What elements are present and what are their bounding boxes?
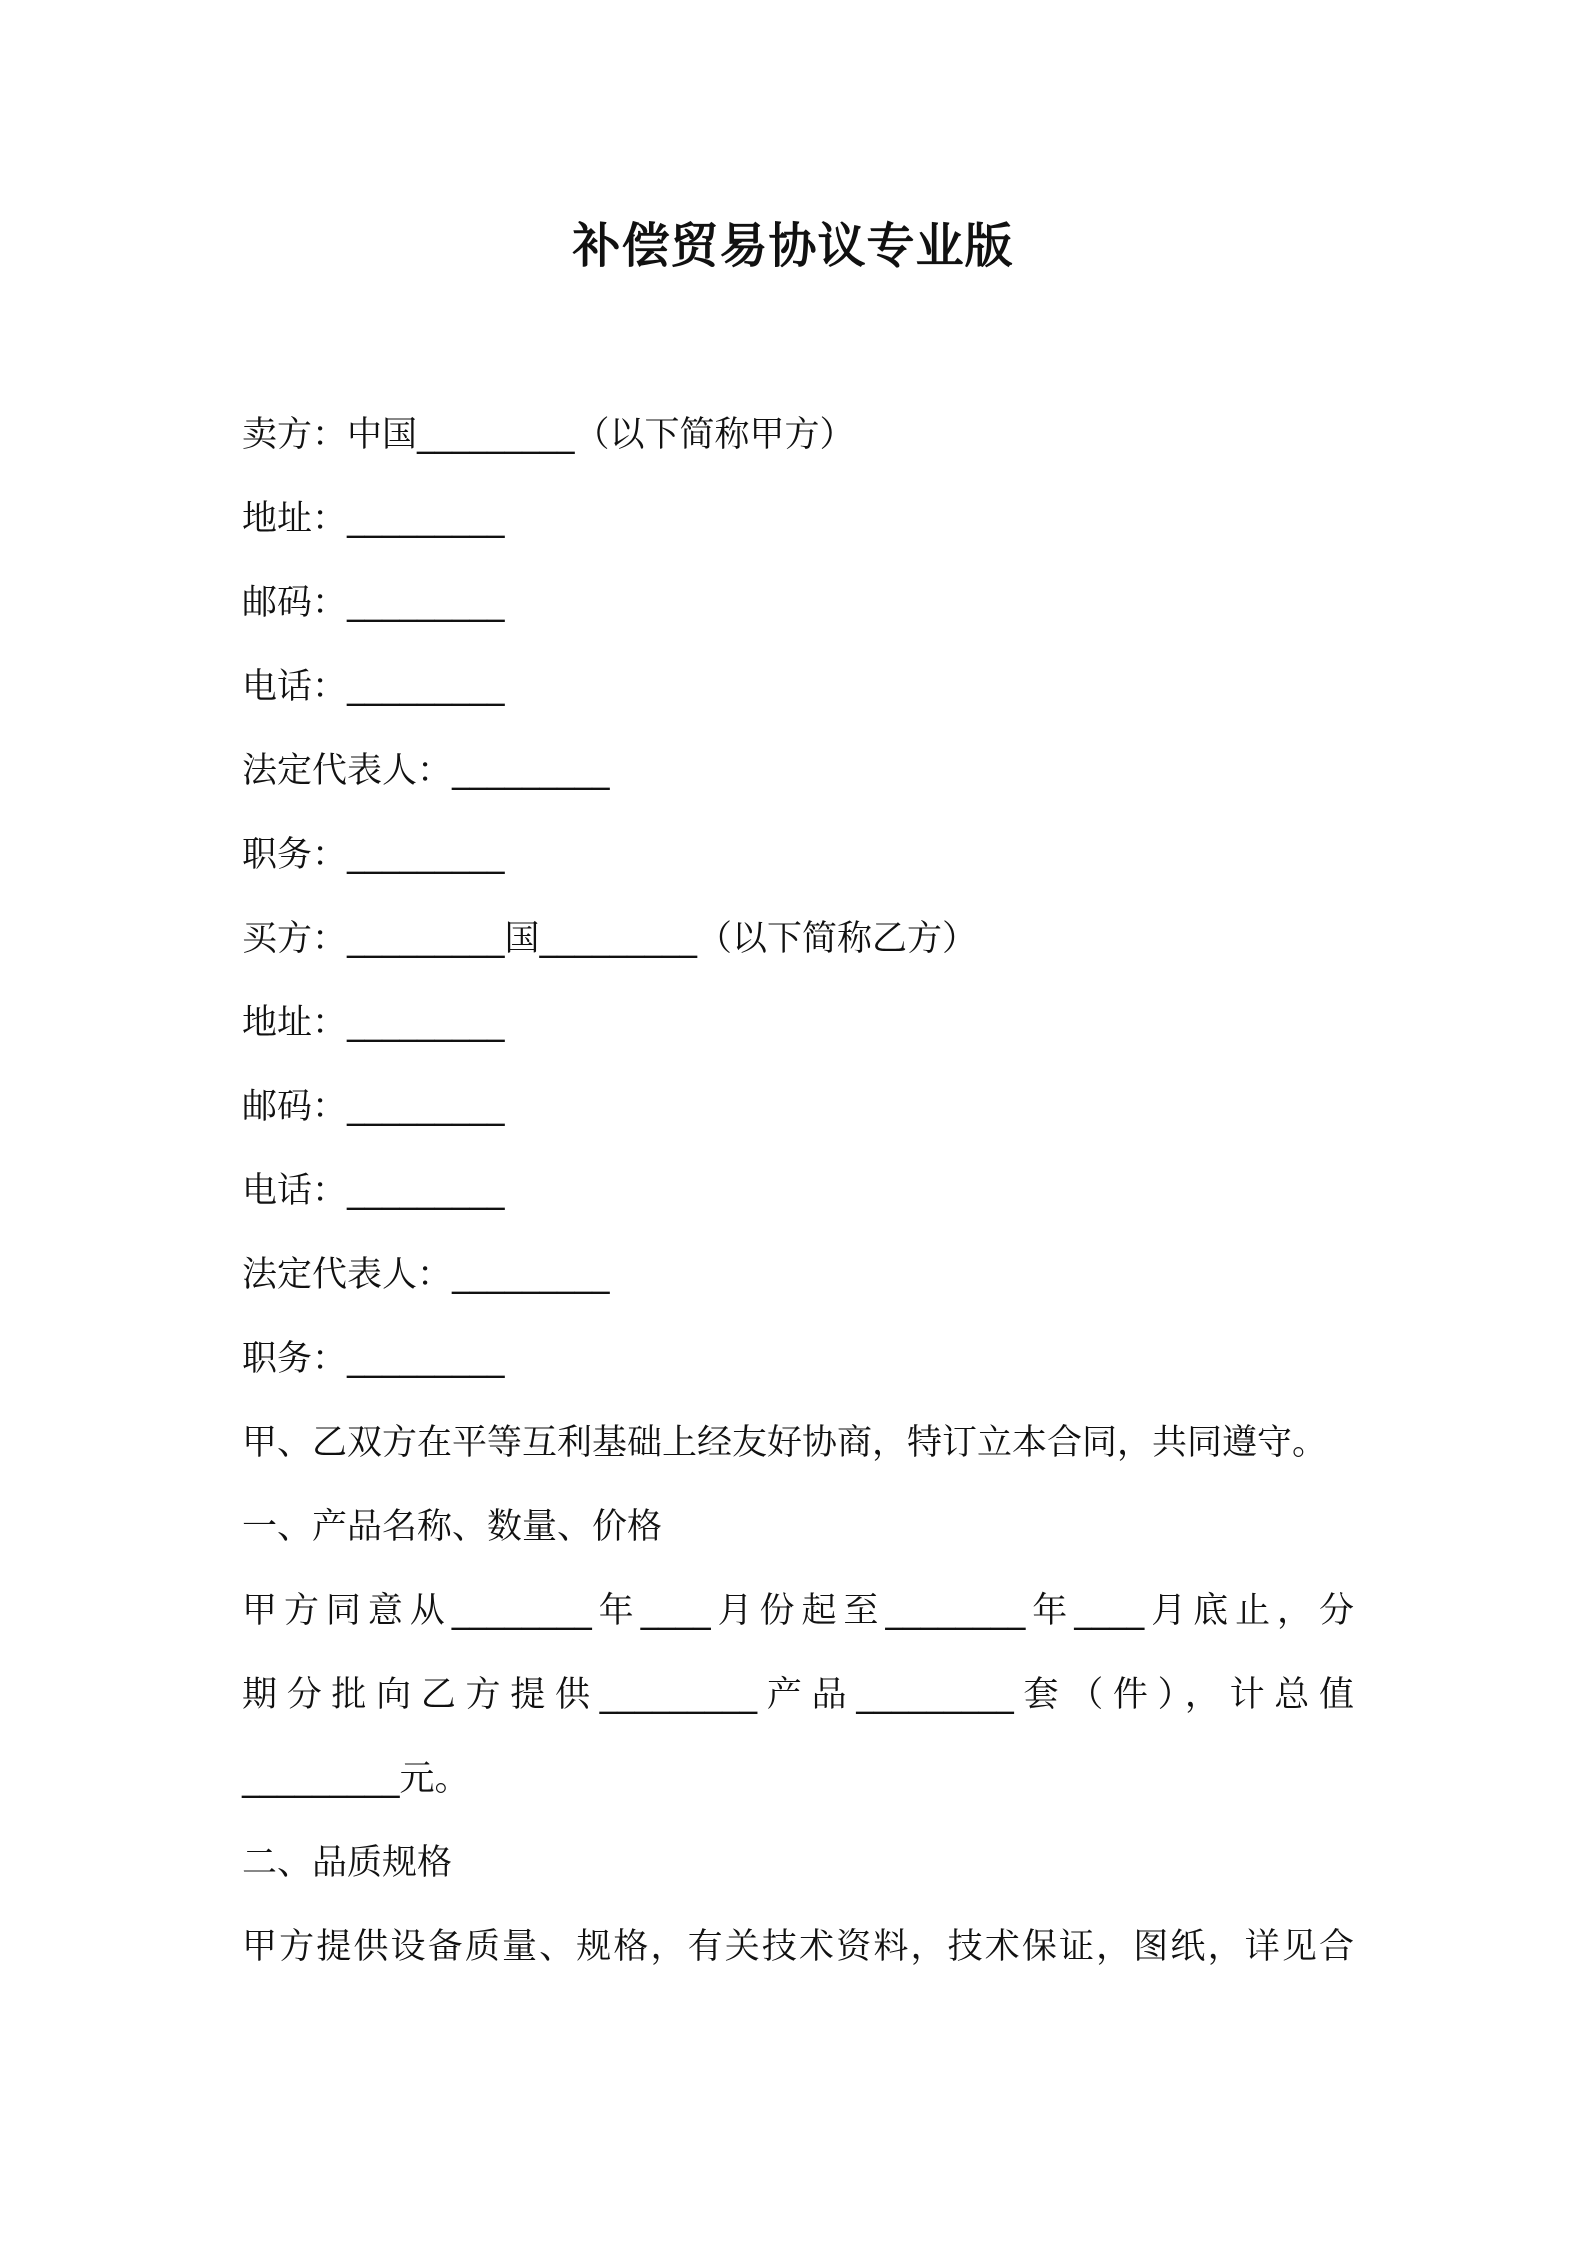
buyer-postcode-line: 邮码：_________ (242, 1087, 505, 1127)
seller-position-line: 职务：_________ (242, 835, 505, 875)
seller-postcode-line: 邮码：_________ (242, 583, 505, 623)
section-2-heading: 二、品质规格 (242, 1843, 453, 1883)
seller-line: 卖方：中国_________（以下简称甲方） (242, 415, 855, 455)
buyer-legal-rep-line: 法定代表人：_________ (242, 1255, 610, 1295)
buyer-phone-line: 电话：_________ (242, 1171, 505, 1211)
section-2-paragraph-line-1: 甲方提供设备质量、规格，有关技术资料，技术保证，图纸，详见合 (242, 1927, 1354, 1967)
seller-address-line: 地址：_________ (242, 499, 505, 539)
section-1-paragraph-line-3: _________元。 (242, 1759, 470, 1799)
preamble-paragraph: 甲、乙双方在平等互利基础上经友好协商，特订立本合同，共同遵守。 (242, 1423, 1328, 1463)
section-1-heading: 一、产品名称、数量、价格 (242, 1507, 663, 1547)
buyer-line: 买方：_________国_________（以下简称乙方） (242, 919, 978, 959)
section-1-paragraph-line-2: 期分批向乙方提供_________产品_________套（件），计总值 (242, 1675, 1354, 1715)
section-1-paragraph-line-1: 甲方同意从________年____月份起至________年____月底止，分 (242, 1591, 1354, 1631)
seller-legal-rep-line: 法定代表人：_________ (242, 751, 610, 791)
buyer-position-line: 职务：_________ (242, 1339, 505, 1379)
document-title: 补偿贸易协议专业版 (572, 218, 1014, 274)
buyer-address-line: 地址：_________ (242, 1003, 505, 1043)
seller-phone-line: 电话：_________ (242, 667, 505, 707)
